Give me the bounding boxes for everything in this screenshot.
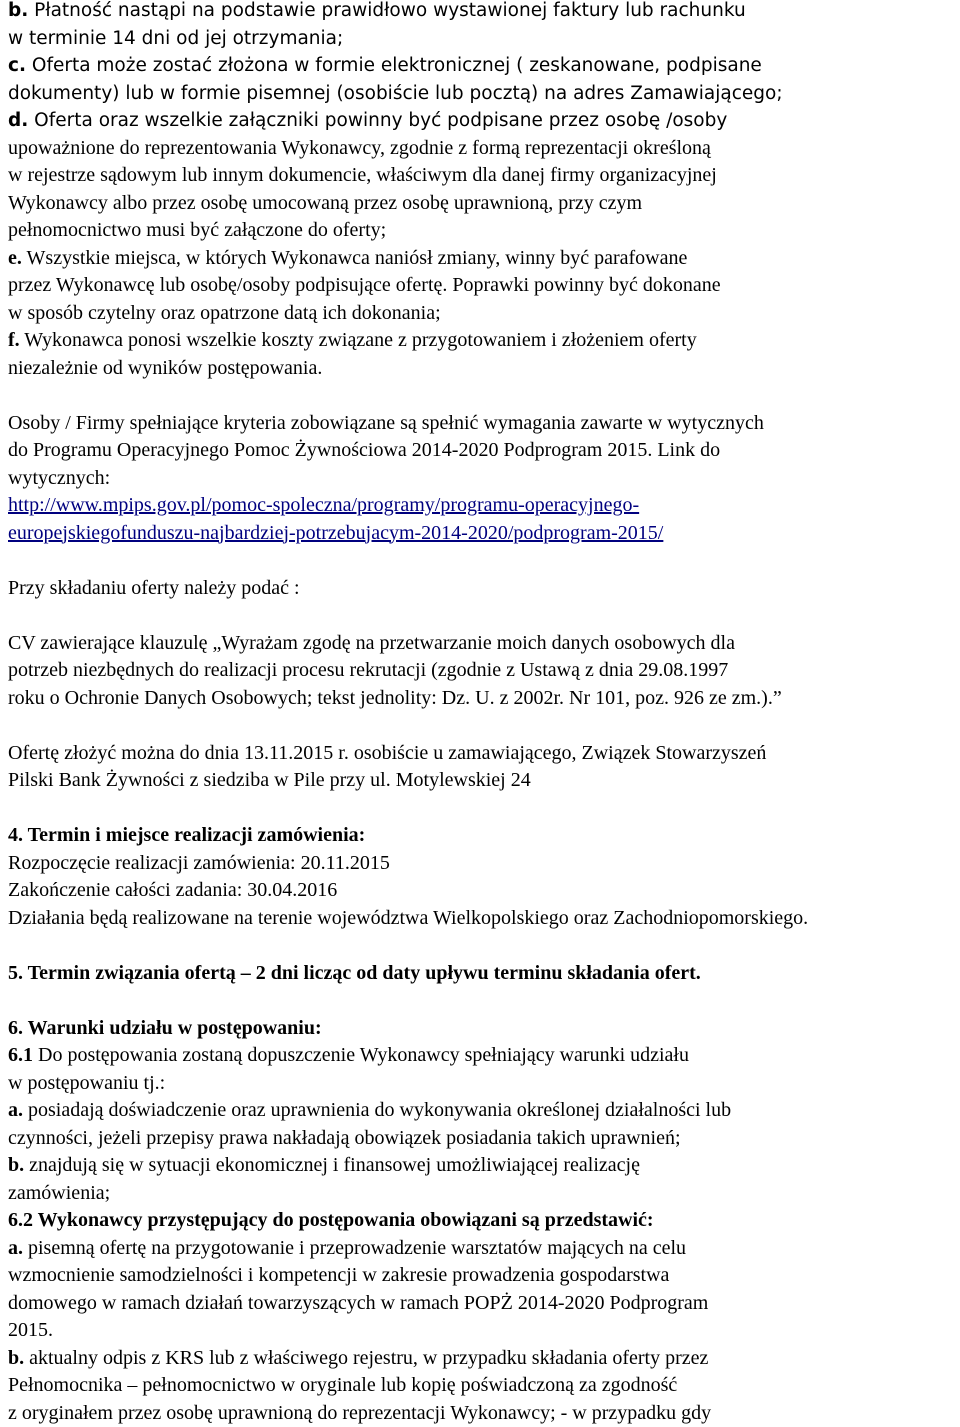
text-line [8,135,958,163]
text-line [8,767,958,795]
text-line [8,1125,958,1153]
line-text: w sposób czytelny oraz opatrzone datą ich dokonania; [8,302,441,324]
text-line [8,1372,958,1400]
line-text: Wszystkie miejsca, w których Wykonawca naniósł zmiany, winny być parafowane [22,247,687,269]
line-text: niezależnie od wyników postępowania. [8,357,322,379]
line-text: w terminie 14 dni od jej otrzymania; [8,28,343,49]
line-text: do Programu Operacyjnego Pomoc Żywnościowa 2014-2020 Podprogram 2015. Link do [8,439,720,461]
line-text: Rozpoczęcie realizacji zamówienia: 20.11.2015 [8,852,390,874]
text-line [8,1152,958,1180]
text-line [8,492,958,520]
text-line [8,575,958,603]
line-text: aktualny odpis z KRS lub z właściwego rejestru, w przypadku składania oferty przez [24,1347,708,1369]
text-line [8,465,958,493]
line-text: z oryginałem przez osobę uprawnioną do reprezentacji Wykonawcy; - w przypadku gdy [8,1402,711,1424]
text-line [8,1400,958,1427]
list-marker: 6.1 [8,1044,33,1066]
line-text: Przy składaniu oferty należy podać : [8,577,300,599]
text-line [8,107,958,135]
line-text: Pilski Bank Żywności z siedziba w Pile przy ul. Motylewskiej 24 [8,769,531,791]
text-line [8,355,958,383]
line-text: Wykonawcy albo przez osobę umocowaną przez osobę uprawnioną, przy czym [8,192,642,214]
text-line [8,1180,958,1208]
text-line [8,1262,958,1290]
line-text: czynności, jeżeli przepisy prawa nakładają obowiązek posiadania takich uprawnień; [8,1127,681,1149]
line-text: dokumenty) lub w formie pisemnej (osobiście lub pocztą) na adres Zamawiającego; [8,83,783,104]
list-marker: b. [8,0,28,21]
text-line [8,1015,958,1043]
text-line [8,740,958,768]
list-marker: d. [8,110,28,131]
section-heading: 6.2 Wykonawcy przystępujący do postępowania obowiązani są przedstawić: [8,1209,654,1231]
paragraph-gap [8,987,958,1015]
line-text: wzmocnienie samodzielności i kompetencji w zakresie prowadzenia gospodarstwa [8,1264,669,1286]
line-text: wytycznych: [8,467,110,489]
line-text: Zakończenie całości zadania: 30.04.2016 [8,879,337,901]
line-text: Osoby / Firmy spełniające kryteria zobowiązane są spełnić wymagania zawarte w wytycznych [8,412,764,434]
guidelines-link[interactable]: http://www.mpips.gov.pl/pomoc-spoleczna/programy/programu-operacyjnego- [8,494,639,516]
text-line [8,272,958,300]
line-text: upoważnione do reprezentowania Wykonawcy, zgodnie z formą reprezentacji określoną [8,137,711,159]
line-text: Oferta może zostać złożona w formie elektronicznej ( zeskanowane, podpisane [26,55,762,76]
line-text: Oferta oraz wszelkie załączniki powinny być podpisane przez osobę /osoby [28,110,727,131]
guidelines-link[interactable]: europejskiegofunduszu-najbardziej-potrzebujacym-2014-2020/podprogram-2015/ [8,522,663,544]
text-line [8,1042,958,1070]
text-line [8,905,958,933]
line-text: pisemną ofertę na przygotowanie i przeprowadzenie warsztatów mających na celu [23,1237,686,1259]
line-text: Ofertę złożyć można do dnia 13.11.2015 r. osobiście u zamawiającego, Związek Stowarzyszeń [8,742,766,764]
text-line [8,217,958,245]
text-line [8,327,958,355]
text-line [8,657,958,685]
list-marker: b. [8,1347,24,1369]
text-line [8,80,958,108]
line-text: roku o Ochronie Danych Osobowych; tekst jednolity: Dz. U. z 2002r. Nr 101, poz. 926 ze zm.).” [8,687,782,709]
text-line [8,1070,958,1098]
line-text: Działania będą realizowane na terenie województwa Wielkopolskiego oraz Zachodniopomorskiego. [8,907,808,929]
text-line [8,52,958,80]
text-line [8,850,958,878]
line-text: potrzeb niezbędnych do realizacji procesu rekrutacji (zgodnie z Ustawą z dnia 29.08.1997 [8,659,728,681]
paragraph-gap [8,382,958,410]
line-text: w rejestrze sądowym lub innym dokumencie, właściwym dla danej firmy organizacyjnej [8,164,717,186]
text-line [8,822,958,850]
section-heading: 5. Termin związania ofertą – 2 dni licząc od daty upływu terminu składania ofert. [8,962,701,984]
paragraph-gap [8,795,958,823]
text-line [8,245,958,273]
line-text: 2015. [8,1319,53,1341]
text-line [8,1097,958,1125]
line-text: Pełnomocnika – pełnomocnictwo w oryginale lub kopię poświadczoną za zgodność [8,1374,677,1396]
list-marker: c. [8,55,26,76]
text-line [8,437,958,465]
line-text: zamówienia; [8,1182,110,1204]
text-line [8,960,958,988]
text-line [8,300,958,328]
text-line [8,877,958,905]
list-marker: f. [8,329,20,351]
line-text: przez Wykonawcę lub osobę/osoby podpisujące ofertę. Poprawki powinny być dokonane [8,274,721,296]
section-heading: 6. Warunki udziału w postępowaniu: [8,1017,322,1039]
text-line [8,410,958,438]
line-text: posiadają doświadczenie oraz uprawnienia do wykonywania określonej działalności lub [23,1099,731,1121]
text-line [8,0,958,25]
text-line [8,1207,958,1235]
line-text: w postępowaniu tj.: [8,1072,165,1094]
paragraph-gap [8,547,958,575]
paragraph-gap [8,712,958,740]
line-text: pełnomocnictwo musi być załączone do oferty; [8,219,386,241]
line-text: Do postępowania zostaną dopuszczenie Wykonawcy spełniający warunki udziału [33,1044,689,1066]
section-heading: 4. Termin i miejsce realizacji zamówienia: [8,824,365,846]
line-text: CV zawierające klauzulę „Wyrażam zgodę na przetwarzanie moich danych osobowych dla [8,632,735,654]
line-text: Płatność nastąpi na podstawie prawidłowo wystawionej faktury lub rachunku [28,0,745,21]
text-line [8,1345,958,1373]
text-line [8,1317,958,1345]
list-marker: a. [8,1099,23,1121]
text-line [8,1235,958,1263]
document-page [8,0,958,1427]
text-line [8,190,958,218]
text-line [8,25,958,53]
text-line [8,630,958,658]
list-marker: b. [8,1154,24,1176]
list-marker: a. [8,1237,23,1259]
text-line [8,1290,958,1318]
line-text: znajdują się w sytuacji ekonomicznej i finansowej umożliwiającej realizację [24,1154,640,1176]
paragraph-gap [8,602,958,630]
paragraph-gap [8,932,958,960]
line-text: Wykonawca ponosi wszelkie koszty związane z przygotowaniem i złożeniem oferty [20,329,697,351]
text-line [8,685,958,713]
list-marker: e. [8,247,22,269]
text-line [8,162,958,190]
text-line [8,520,958,548]
line-text: domowego w ramach działań towarzyszących w ramach POPŻ 2014-2020 Podprogram [8,1292,708,1314]
